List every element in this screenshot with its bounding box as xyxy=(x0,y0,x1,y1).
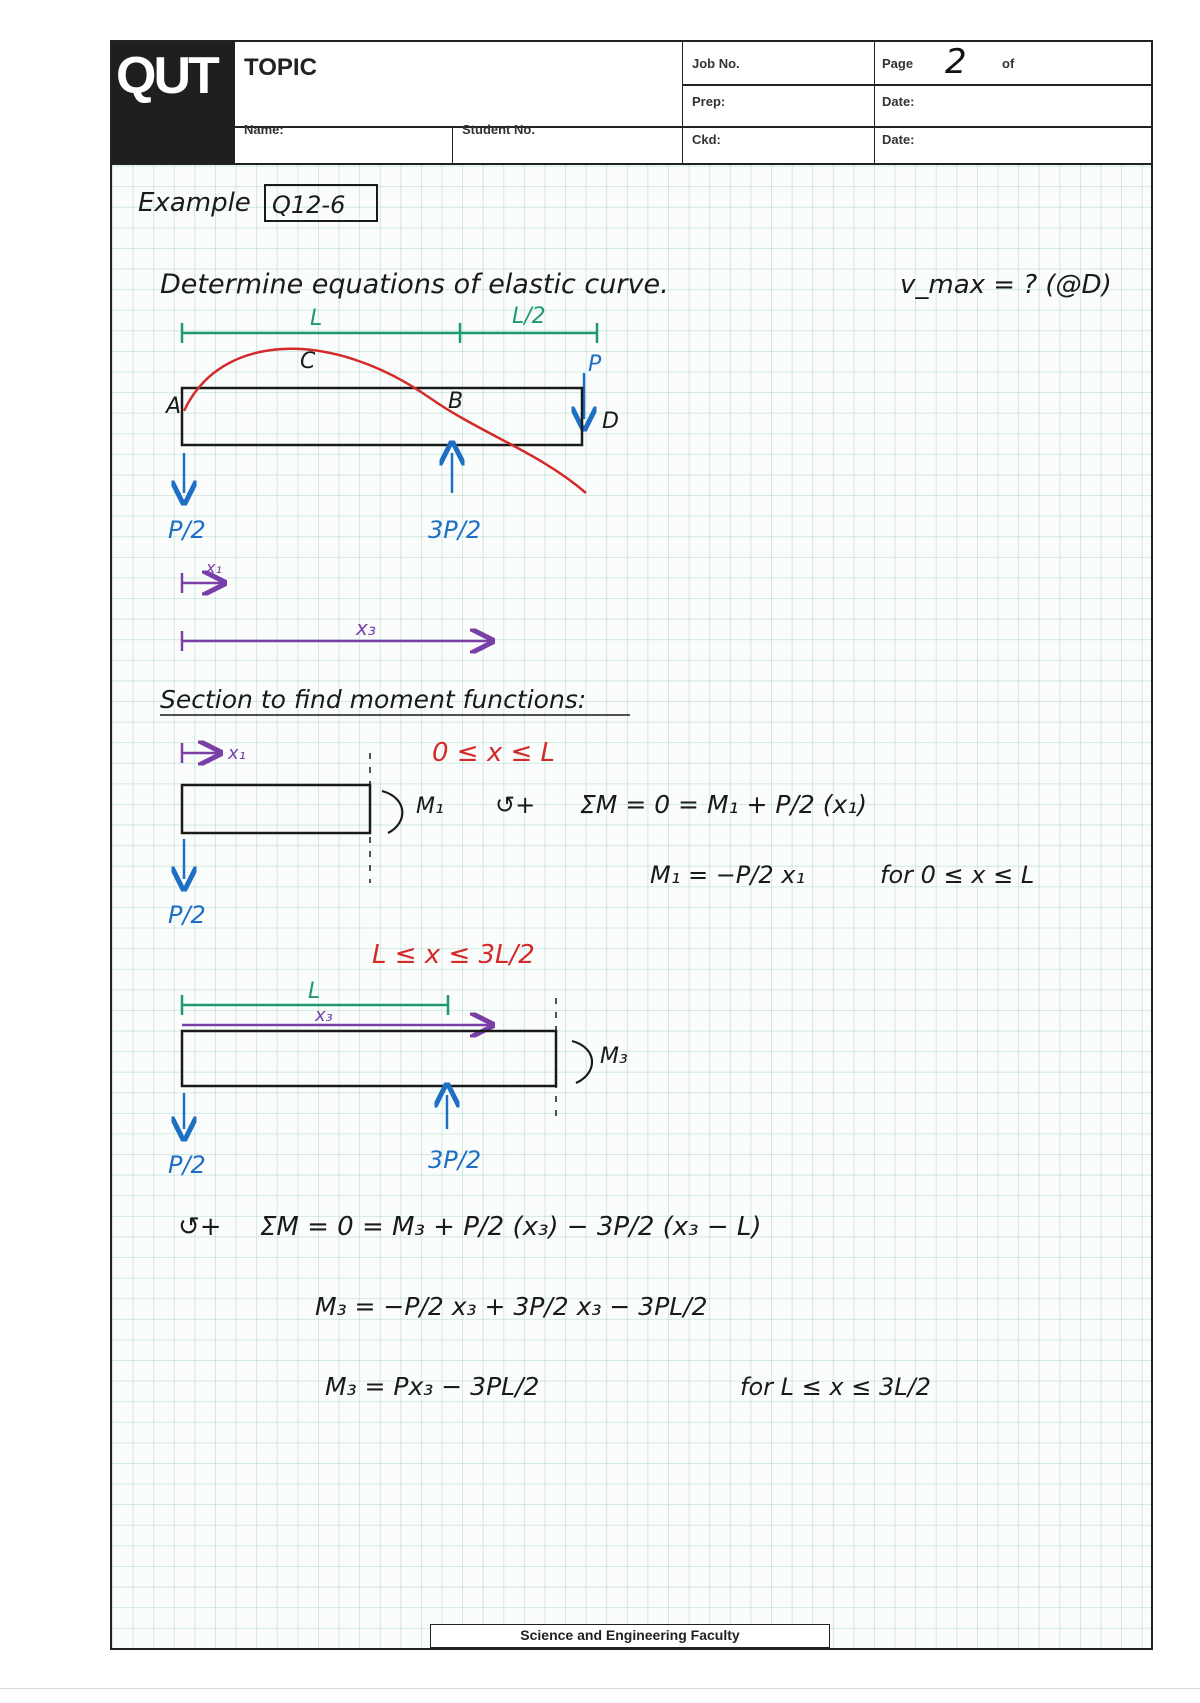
dim-L-2-label: L xyxy=(308,979,321,1004)
moment-M1-label: M₁ xyxy=(416,794,444,819)
eq-sum-1: ΣM = 0 = M₁ + P/2 (x₁) xyxy=(580,790,868,819)
date-label-1: Date: xyxy=(882,94,915,109)
qut-logo-text: QUT xyxy=(116,47,217,105)
dim-L-label: L xyxy=(310,306,323,331)
page-label: Page xyxy=(882,56,914,71)
student-no-label: Student No. xyxy=(462,122,535,137)
vmax-question: v_max = ? (@D) xyxy=(900,270,1112,300)
sign-convention-1: ↺+ xyxy=(495,791,536,819)
header-row-line xyxy=(235,126,1153,128)
eq-M3-b: M₃ = Px₃ − 3PL/2 xyxy=(325,1372,540,1401)
sheet-header xyxy=(112,42,1151,165)
qut-logo xyxy=(112,42,235,163)
range-2: L ≤ x ≤ 3L/2 xyxy=(372,940,535,970)
point-B-label: B xyxy=(448,389,464,414)
section-heading: Section to find moment functions: xyxy=(160,685,587,714)
ckd-label: Ckd: xyxy=(692,132,721,147)
prep-label: Prep: xyxy=(692,94,726,109)
topic-label: TOPIC xyxy=(244,54,317,81)
problem-statement: Determine equations of elastic curve. xyxy=(160,269,669,300)
handwritten-notes xyxy=(110,163,1150,1603)
example-id: Q12-6 xyxy=(272,191,346,219)
header-row-line-upper xyxy=(682,84,1153,86)
beam-main xyxy=(182,388,582,445)
divider-student xyxy=(452,126,453,163)
name-label: Name: xyxy=(244,122,284,137)
eq-M1-for: for 0 ≤ x ≤ L xyxy=(880,861,1035,889)
section-2-reaction-B-label: 3P/2 xyxy=(428,1146,482,1174)
eq-sum-3: ΣM = 0 = M₃ + P/2 (x₃) − 3P/2 (x₃ − L) xyxy=(260,1212,762,1242)
faculty-footer: Science and Engineering Faculty xyxy=(430,1624,830,1648)
reaction-A-label: P/2 xyxy=(168,516,206,544)
reaction-B-label: 3P/2 xyxy=(428,516,482,544)
point-D-label: D xyxy=(602,409,619,434)
section-2-reaction-A-label: P/2 xyxy=(168,1151,206,1179)
date-label-2: Date: xyxy=(882,132,915,147)
moment-M3-arc xyxy=(572,1041,592,1083)
moment-M1-arc xyxy=(382,791,402,833)
elastic-curve xyxy=(184,349,586,493)
x3-label: x₃ xyxy=(356,616,376,640)
section-2-beam xyxy=(182,1031,556,1086)
moment-M3-label: M₃ xyxy=(600,1044,628,1069)
scan-edge-line xyxy=(0,1688,1200,1689)
eq-M3-a: M₃ = −P/2 x₃ + 3P/2 x₃ − 3PL/2 xyxy=(315,1292,708,1321)
point-C-label: C xyxy=(300,349,316,374)
divider-job xyxy=(682,42,683,163)
of-label: of xyxy=(1002,56,1015,71)
dim-L-half-label: L/2 xyxy=(512,304,546,329)
job-no-label: Job No. xyxy=(692,56,740,71)
point-A-label: A xyxy=(166,394,182,419)
eq-M1: M₁ = −P/2 x₁ xyxy=(650,861,806,889)
eq-M3-for: for L ≤ x ≤ 3L/2 xyxy=(740,1373,931,1401)
section-1-beam xyxy=(182,785,370,833)
sign-convention-2: ↺+ xyxy=(178,1212,222,1242)
example-label: Example xyxy=(138,188,251,218)
range-1: 0 ≤ x ≤ L xyxy=(432,738,556,768)
x3-label-2: x₃ xyxy=(315,1005,333,1026)
x1-label: x₁ xyxy=(206,558,222,577)
section-1-reaction-label: P/2 xyxy=(168,901,206,929)
x1-label-section: x₁ xyxy=(228,743,246,764)
divider-page xyxy=(874,42,875,163)
page-number: 2 xyxy=(945,42,967,82)
load-P-label: P xyxy=(588,352,602,377)
